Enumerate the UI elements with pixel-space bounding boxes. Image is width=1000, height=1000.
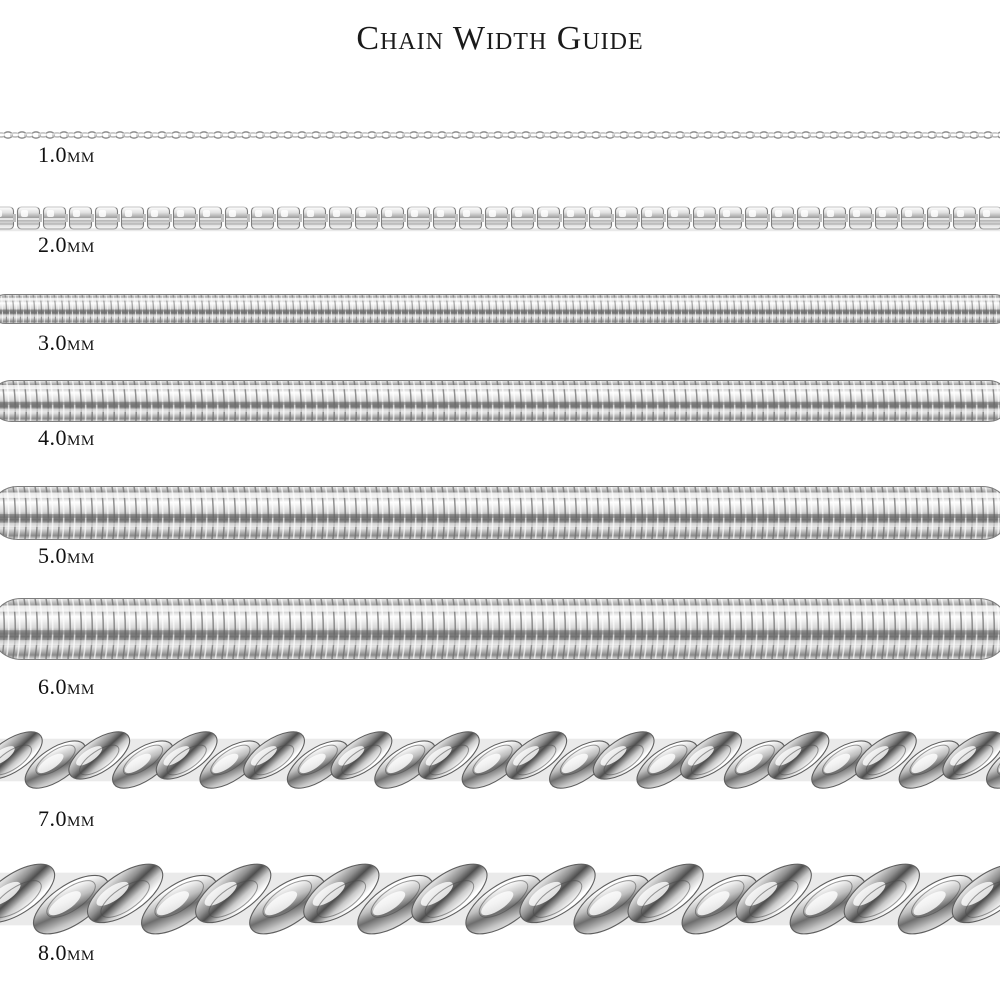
chain-sample-3-0mm bbox=[0, 294, 1000, 324]
page-title: Chain Width Guide bbox=[356, 20, 644, 57]
chain-width-label: 2.0mm bbox=[38, 232, 95, 257]
chain-width-label: 8.0mm bbox=[38, 940, 95, 965]
chain-width-label: 6.0mm bbox=[38, 674, 95, 699]
chain-width-label: 1.0mm bbox=[38, 142, 95, 167]
chain-sample-2-0mm bbox=[0, 203, 1000, 233]
chain-width-label: 4.0mm bbox=[38, 425, 95, 450]
chain-sample-1-0mm bbox=[0, 128, 1000, 142]
chain-sample-7-0mm bbox=[0, 722, 1000, 798]
chain-width-label: 7.0mm bbox=[38, 806, 95, 831]
chain-width-label: 5.0mm bbox=[38, 543, 95, 568]
chain-sample-4-0mm bbox=[0, 380, 1000, 422]
chain-sample-5-0mm bbox=[0, 486, 1000, 540]
chain-width-label: 3.0mm bbox=[38, 330, 95, 355]
chain-sample-8-0mm bbox=[0, 852, 1000, 946]
chain-sample-6-0mm bbox=[0, 598, 1000, 660]
